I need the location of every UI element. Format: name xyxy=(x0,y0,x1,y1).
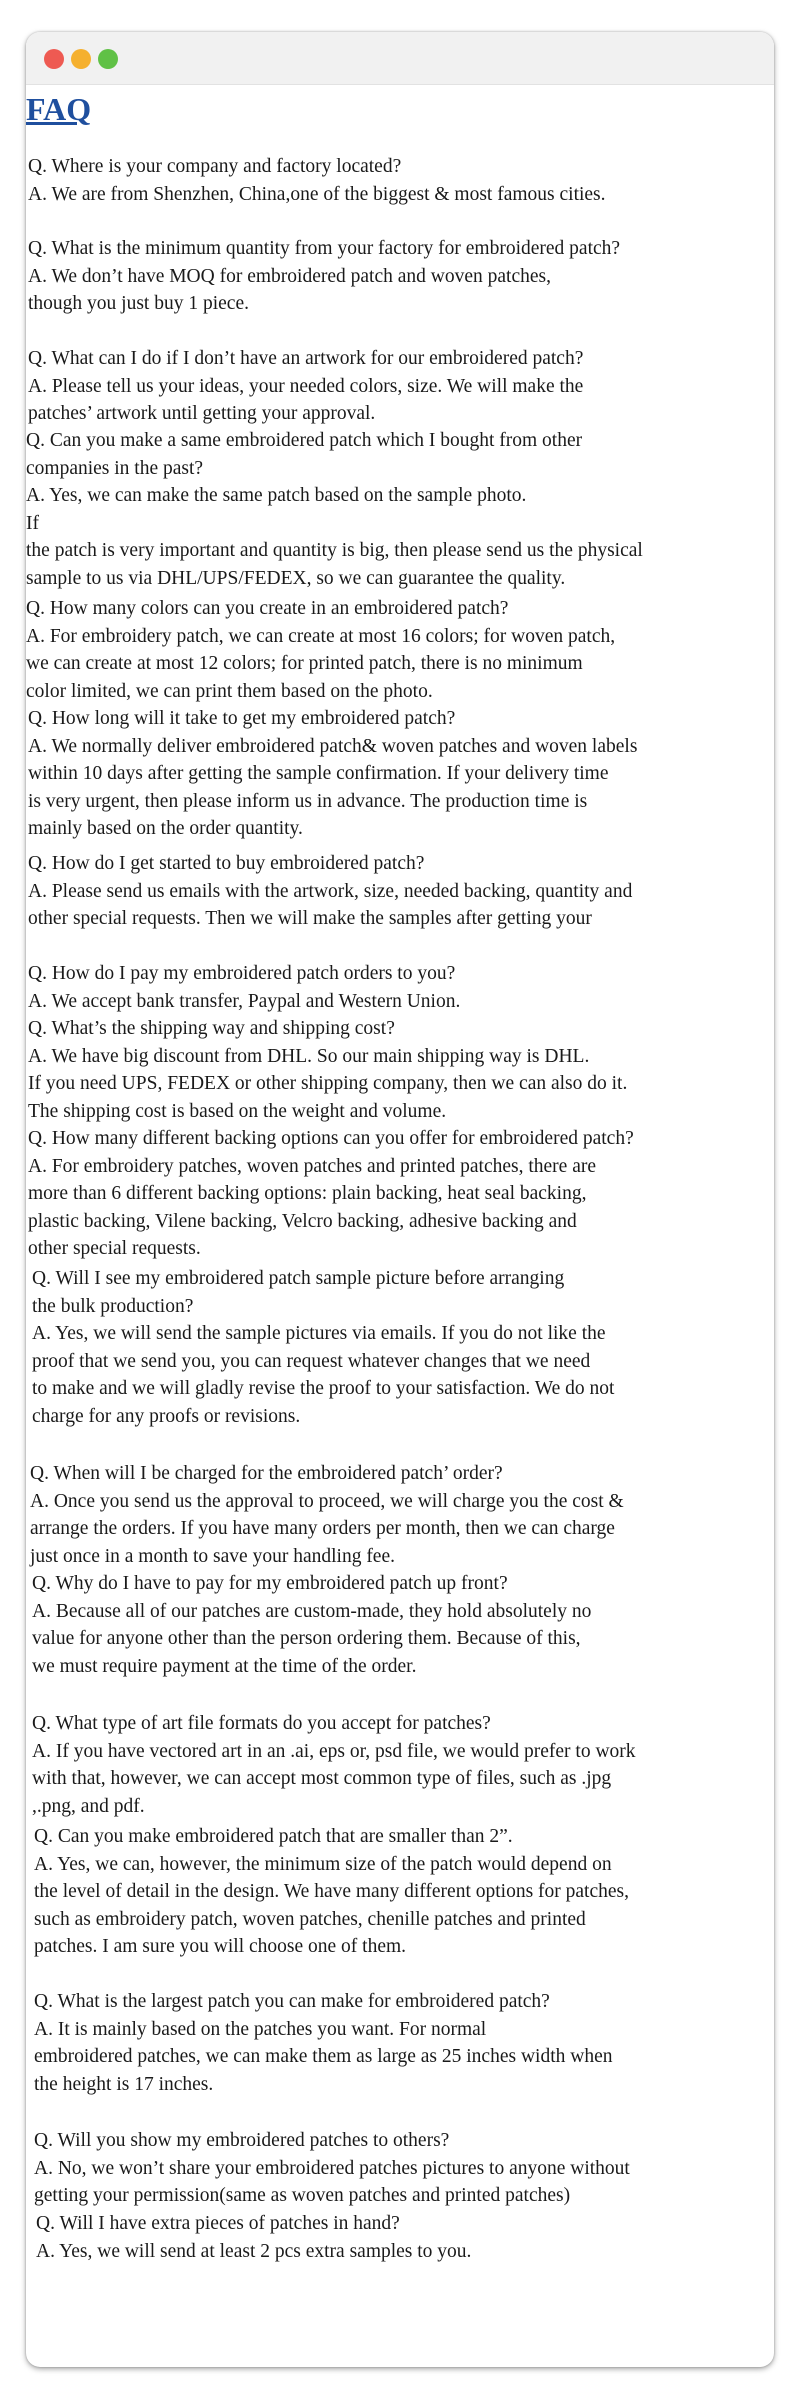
faq-answer: the height is 17 inches. xyxy=(34,2073,214,2095)
faq-item xyxy=(34,1823,629,1961)
faq-answer: just once in a month to save your handling fee. xyxy=(30,1545,395,1567)
faq-item xyxy=(34,1988,612,2098)
faq-question: Q. How do I get started to buy embroidered patch? xyxy=(28,853,425,874)
faq-answer: A. It is mainly based on the patches you want. For normal xyxy=(34,2018,487,2040)
faq-answer: the patch is very important and quantity is big, then please send us the physical xyxy=(26,540,643,561)
faq-answer: A. Please send us emails with the artwork, size, needed backing, quantity and xyxy=(28,880,633,902)
faq-question: Q. What type of art file formats do you accept for patches? xyxy=(32,1713,491,1734)
faq-answer: A. Please tell us your ideas, your needed colors, size. We will make the xyxy=(28,375,584,397)
faq-question: Q. What is the largest patch you can make for embroidered patch? xyxy=(34,1991,550,2012)
faq-item xyxy=(34,2127,630,2210)
faq-answer: though you just buy 1 piece. xyxy=(28,293,249,314)
faq-question: Q. Where is your company and factory located? xyxy=(28,156,402,177)
faq-answer: with that, however, we can accept most common type of files, such as .jpg xyxy=(32,1768,612,1789)
faq-answer: The shipping cost is based on the weight and volume. xyxy=(28,1100,447,1122)
faq-answer: A. Once you send us the approval to proceed, we will charge you the cost & xyxy=(30,1490,624,1512)
faq-item xyxy=(28,960,460,1015)
faq-answer: more than 6 different backing options: plain backing, heat seal backing, xyxy=(28,1183,587,1204)
faq-answer: A. If you have vectored art in an .ai, eps or, psd file, we would prefer to work xyxy=(32,1740,636,1762)
faq-question: Q. Can you make a same embroidered patch which I bought from other xyxy=(26,430,583,451)
faq-answer: charge for any proofs or revisions. xyxy=(32,1405,301,1427)
faq-question: Q. How many colors can you create in an embroidered patch? xyxy=(26,598,509,619)
faq-item xyxy=(30,1460,624,1570)
faq-item xyxy=(36,2210,471,2265)
faq-answer: sample to us via DHL/UPS/FEDEX, so we can guarantee the quality. xyxy=(26,567,566,589)
faq-answer: patches. I am sure you will choose one of them. xyxy=(34,1936,407,1957)
faq-answer: A. Yes, we will send at least 2 pcs extra samples to you. xyxy=(36,2240,472,2262)
faq-item xyxy=(28,345,583,428)
faq-item xyxy=(32,1710,636,1820)
faq-item xyxy=(32,1265,614,1430)
faq-answer: within 10 days after getting the sample confirmation. If your delivery time xyxy=(28,763,609,784)
faq-answer: A. We accept bank transfer, Paypal and Western Union. xyxy=(28,990,461,1012)
faq-answer: If you need UPS, FEDEX or other shipping company, then we can also do it. xyxy=(28,1073,628,1094)
faq-answer: proof that we send you, you can request whatever changes that we need xyxy=(32,1350,591,1372)
faq-question: Q. When will I be charged for the embroidered patch’ order? xyxy=(30,1463,503,1484)
faq-answer: patches’ artwork until getting your approval. xyxy=(28,403,376,424)
faq-question: the bulk production? xyxy=(32,1295,194,1317)
faq-item xyxy=(26,595,615,705)
faq-answer: If xyxy=(26,512,39,534)
faq-answer: A. We normally deliver embroidered patch& woven patches and woven labels xyxy=(28,735,638,757)
faq-question: Q. Why do I have to pay for my embroidered patch up front? xyxy=(32,1573,508,1594)
faq-answer: color limited, we can print them based on the photo. xyxy=(26,680,433,702)
browser-window xyxy=(26,32,774,2367)
faq-item xyxy=(32,1570,591,1680)
faq-item xyxy=(26,427,643,592)
faq-question: Q. Will I see my embroidered patch sample picture before arranging xyxy=(32,1268,565,1289)
faq-question: Q. How many different backing options can you offer for embroidered patch? xyxy=(28,1128,634,1149)
faq-question: Q. What can I do if I don’t have an artwork for our embroidered patch? xyxy=(28,348,584,369)
faq-answer: we can create at most 12 colors; for printed patch, there is no minimum xyxy=(26,653,583,674)
faq-answer: the level of detail in the design. We have many different options for patches, xyxy=(34,1881,629,1902)
close-window-button[interactable] xyxy=(44,49,64,69)
faq-item xyxy=(28,1125,634,1263)
faq-question: companies in the past? xyxy=(26,457,204,479)
faq-question: Q. How do I pay my embroidered patch orders to you? xyxy=(28,963,456,984)
window-titlebar xyxy=(26,32,774,85)
faq-answer: A. Yes, we will send the sample pictures via emails. If you do not like the xyxy=(32,1323,606,1344)
faq-question: Q. Will you show my embroidered patches to others? xyxy=(34,2130,450,2151)
faq-answer: A. Because all of our patches are custom-made, they hold absolutely no xyxy=(32,1600,592,1622)
faq-answer: is very urgent, then please inform us in advance. The production time is xyxy=(28,790,588,812)
faq-answer: A. For embroidery patch, we can create at most 16 colors; for woven patch, xyxy=(26,625,616,647)
faq-question: Q. Will I have extra pieces of patches in hand? xyxy=(36,2213,400,2234)
faq-answer: we must require payment at the time of the order. xyxy=(32,1655,417,1677)
faq-answer: A. Yes, we can, however, the minimum size of the patch would depend on xyxy=(34,1853,612,1875)
faq-question: Q. What’s the shipping way and shipping cost? xyxy=(28,1018,395,1039)
faq-answer: other special requests. Then we will make the samples after getting your xyxy=(28,908,592,929)
faq-answer: ,.png, and pdf. xyxy=(32,1795,145,1817)
faq-answer: plastic backing, Vilene backing, Velcro backing, adhesive backing and xyxy=(28,1210,577,1232)
faq-answer: arrange the orders. If you have many orders per month, then we can charge xyxy=(30,1518,615,1539)
faq-question: Q. Can you make embroidered patch that are smaller than 2”. xyxy=(34,1826,513,1847)
faq-answer: A. Yes, we can make the same patch based on the sample photo. xyxy=(26,485,527,506)
faq-answer: embroidered patches, we can make them as large as 25 inches width when xyxy=(34,2046,613,2067)
faq-item xyxy=(28,705,637,843)
faq-answer: A. We don’t have MOQ for embroidered patch and woven patches, xyxy=(28,265,551,287)
faq-answer: value for anyone other than the person ordering them. Because of this, xyxy=(32,1628,581,1649)
faq-item xyxy=(28,1015,627,1125)
faq-item xyxy=(28,850,632,933)
faq-question: Q. How long will it take to get my embroidered patch? xyxy=(28,708,456,729)
faq-answer: mainly based on the order quantity. xyxy=(28,818,303,839)
faq-answer: A. For embroidery patches, woven patches and printed patches, there are xyxy=(28,1155,596,1177)
faq-answer: A. We have big discount from DHL. So our main shipping way is DHL. xyxy=(28,1045,590,1067)
minimize-window-button[interactable] xyxy=(71,49,91,69)
faq-title-link[interactable]: FAQ xyxy=(26,91,92,127)
faq-answer: A. No, we won’t share your embroidered patches pictures to anyone without xyxy=(34,2157,630,2179)
faq-answer: getting your permission(same as woven patches and printed patches) xyxy=(34,2185,571,2206)
faq-question: Q. What is the minimum quantity from your factory for embroidered patch? xyxy=(28,238,621,259)
faq-item xyxy=(28,235,620,318)
faq-answer: other special requests. xyxy=(28,1238,201,1259)
faq-answer: A. We are from Shenzhen, China,one of the biggest & most famous cities. xyxy=(28,183,606,205)
maximize-window-button[interactable] xyxy=(98,49,118,69)
faq-answer: to make and we will gladly revise the proof to your satisfaction. We do not xyxy=(32,1378,615,1399)
faq-answer: such as embroidery patch, woven patches, chenille patches and printed xyxy=(34,1908,586,1930)
faq-item xyxy=(28,153,606,208)
